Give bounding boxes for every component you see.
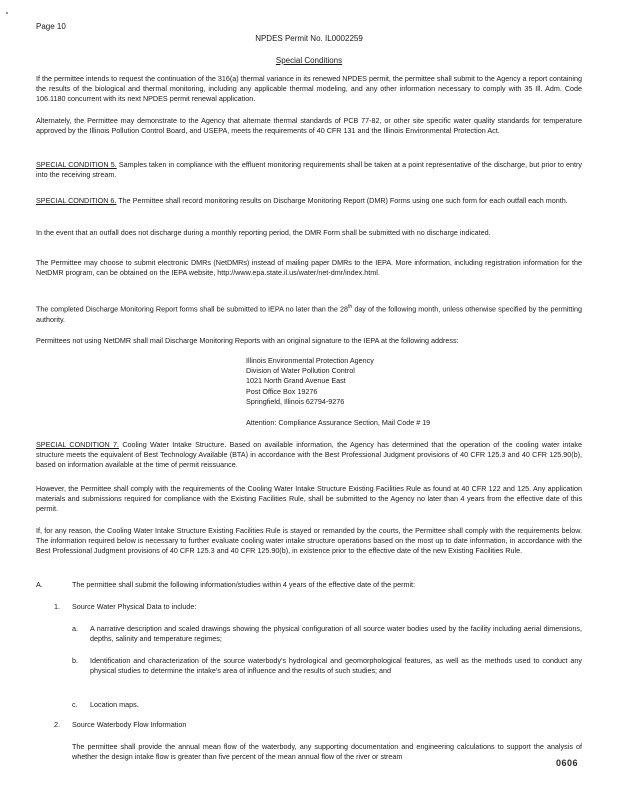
mailing-address [246, 356, 374, 407]
list-item-1c: Location maps. [90, 700, 139, 709]
paragraph-flow-information: The permittee shall provide the annual mean flow of the waterbody, any supporting documentation and engineering calculations to support the analysis of whether the design intake flow is greater than five percent of the mean annual flow of the river or stream [72, 742, 582, 762]
list-marker-1a: a. [72, 624, 78, 633]
list-item-1a: A narrative description and scaled drawings showing the physical configuration of all source water bodies used by the facility including aerial dimensions, depths, salinity and temperature regimes; [90, 624, 582, 644]
list-item-1b: Identification and characterization of the source waterbody's hydrological and geomorphological features, as well as the methods used to conduct any physical studies to determine the intake's area of influence and the results of such studies; and [90, 656, 582, 676]
scan-speck [6, 12, 8, 14]
address-line: Illinois Environmental Protection Agency [246, 356, 374, 365]
list-item-2: Source Waterbody Flow Information [72, 720, 187, 729]
paragraph-mail-instructions: Permittees not using NetDMR shall mail Discharge Monitoring Reports with an original signature to the IEPA at the following address: [36, 336, 459, 345]
list-item-1: Source Water Physical Data to include: [72, 602, 197, 611]
list-marker-2: 2. [54, 720, 60, 729]
submission-text-start: The completed Discharge Monitoring Report forms shall be submitted to IEPA no later than the 28 [36, 304, 349, 314]
page-number: Page 10 [36, 22, 66, 31]
list-marker-1b: b. [72, 656, 78, 665]
special-condition-5 [36, 160, 582, 180]
paragraph-existing-facilities-rule: However, the Permittee shall comply with the requirements of the Cooling Water Intake Structure Existing Facilities Rule as found at 40 CFR 122 and 125. Any application materials and submissions required for compliance with the Existing Facilities Rule, shall be submitted to the Agency no later than 4 years from the effective date of this permit. [36, 484, 582, 514]
paragraph-alternate-standards: Alternately, the Permittee may demonstrate to the Agency that alternate thermal standards of PCB 77-82, or other site specific water quality standards for temperature approved by the Illinois Pollution Control Board, and USEPA, meets the requirements of 40 CFR 131 and the Illinois Environmental Protection Act. [36, 116, 582, 136]
list-marker-1c: c. [72, 700, 78, 709]
section-title: Special Conditions [275, 56, 343, 65]
paragraph-no-discharge: In the event that an outfall does not discharge during a monthly reporting period, the DMR Form shall be submitted with no discharge indicated. [36, 228, 491, 237]
address-line: Springfield, Illinois 62794-9276 [246, 396, 345, 406]
address-line: Division of Water Pollution Control [246, 366, 355, 376]
special-condition-6-text: The Permittee shall record monitoring results on Discharge Monitoring Report (DMR) Forms using one such form for each outfall each month. [116, 196, 568, 205]
special-condition-5-label: SPECIAL CONDITION 5. [36, 160, 117, 169]
special-condition-7 [36, 440, 582, 471]
special-condition-5-text: Samples taken in compliance with the effluent monitoring requirements shall be taken at a point representative of the discharge, but prior to entry into the receiving stream. [36, 160, 582, 180]
address-line: Post Office Box 19276 [246, 386, 318, 396]
paragraph-stay-or-remand: If, for any reason, the Cooling Water Intake Structure Existing Facilities Rule is stayed or remanded by the courts, the Permittee shall comply with the requirements below. The information required below is necessary to further evaluate cooling water intake structure operations based on the most up to date information, in accordance with the Best Professional Judgment provisions of 40 CFR 125.3 and 40 CFR 125.90(b), in existence prior to the effective date of the new Existing Facilities Rule. [36, 526, 582, 556]
submission-text-end: day of the following month, unless otherwise specified by the permitting authority. [36, 304, 582, 324]
list-marker-a: A. [36, 580, 43, 589]
special-condition-7-text: Cooling Water Intake Structure. Based on available information, the Agency has determined that the operation of the cooling water intake structure meets the equivalent of Best Technology Available (BTA) in accordance with the Best Professional Judgment provisions of 40 CFR 125.3 and 40 CFR 125.90(b), based on information available at the time of permit reissuance. [36, 440, 582, 470]
ordinal-suffix: th [348, 304, 353, 310]
special-condition-6-label: SPECIAL CONDITION 6. [36, 196, 117, 205]
special-condition-7-label: SPECIAL CONDITION 7. [36, 440, 120, 449]
list-item-a: The permittee shall submit the following information/studies within 4 years of the effective date of the permit: [72, 580, 416, 589]
paragraph-netdmr: The Permittee may choose to submit electronic DMRs (NetDMRs) instead of mailing paper DMRs to the IEPA. More information, including registration information for the NetDMR program, can be obtained on the IEPA website, http://www.epa.state.il.us/water/net-dmr/index.html. [36, 258, 582, 278]
address-line: 1021 North Grand Avenue East [246, 376, 346, 386]
paragraph-thermal-variance: If the permittee intends to request the continuation of the 316(a) thermal variance in its renewed NPDES permit, the permittee shall submit to the Agency a report containing the results of the biological and thermal monitoring, including any applicable thermal modeling, and any other information necessary to comply with 35 Ill. Adm. Code 106.1180 concurrent with its next NPDES permit renewal application. [36, 74, 582, 104]
special-condition-6 [36, 196, 582, 206]
address-attention: Attention: Compliance Assurance Section, Mail Code # 19 [246, 418, 431, 427]
permit-number: NPDES Permit No. IL0002259 [255, 34, 363, 43]
paragraph-submission-deadline [36, 302, 582, 325]
bates-stamp: 0606 [556, 758, 579, 768]
list-marker-1: 1. [54, 602, 60, 611]
